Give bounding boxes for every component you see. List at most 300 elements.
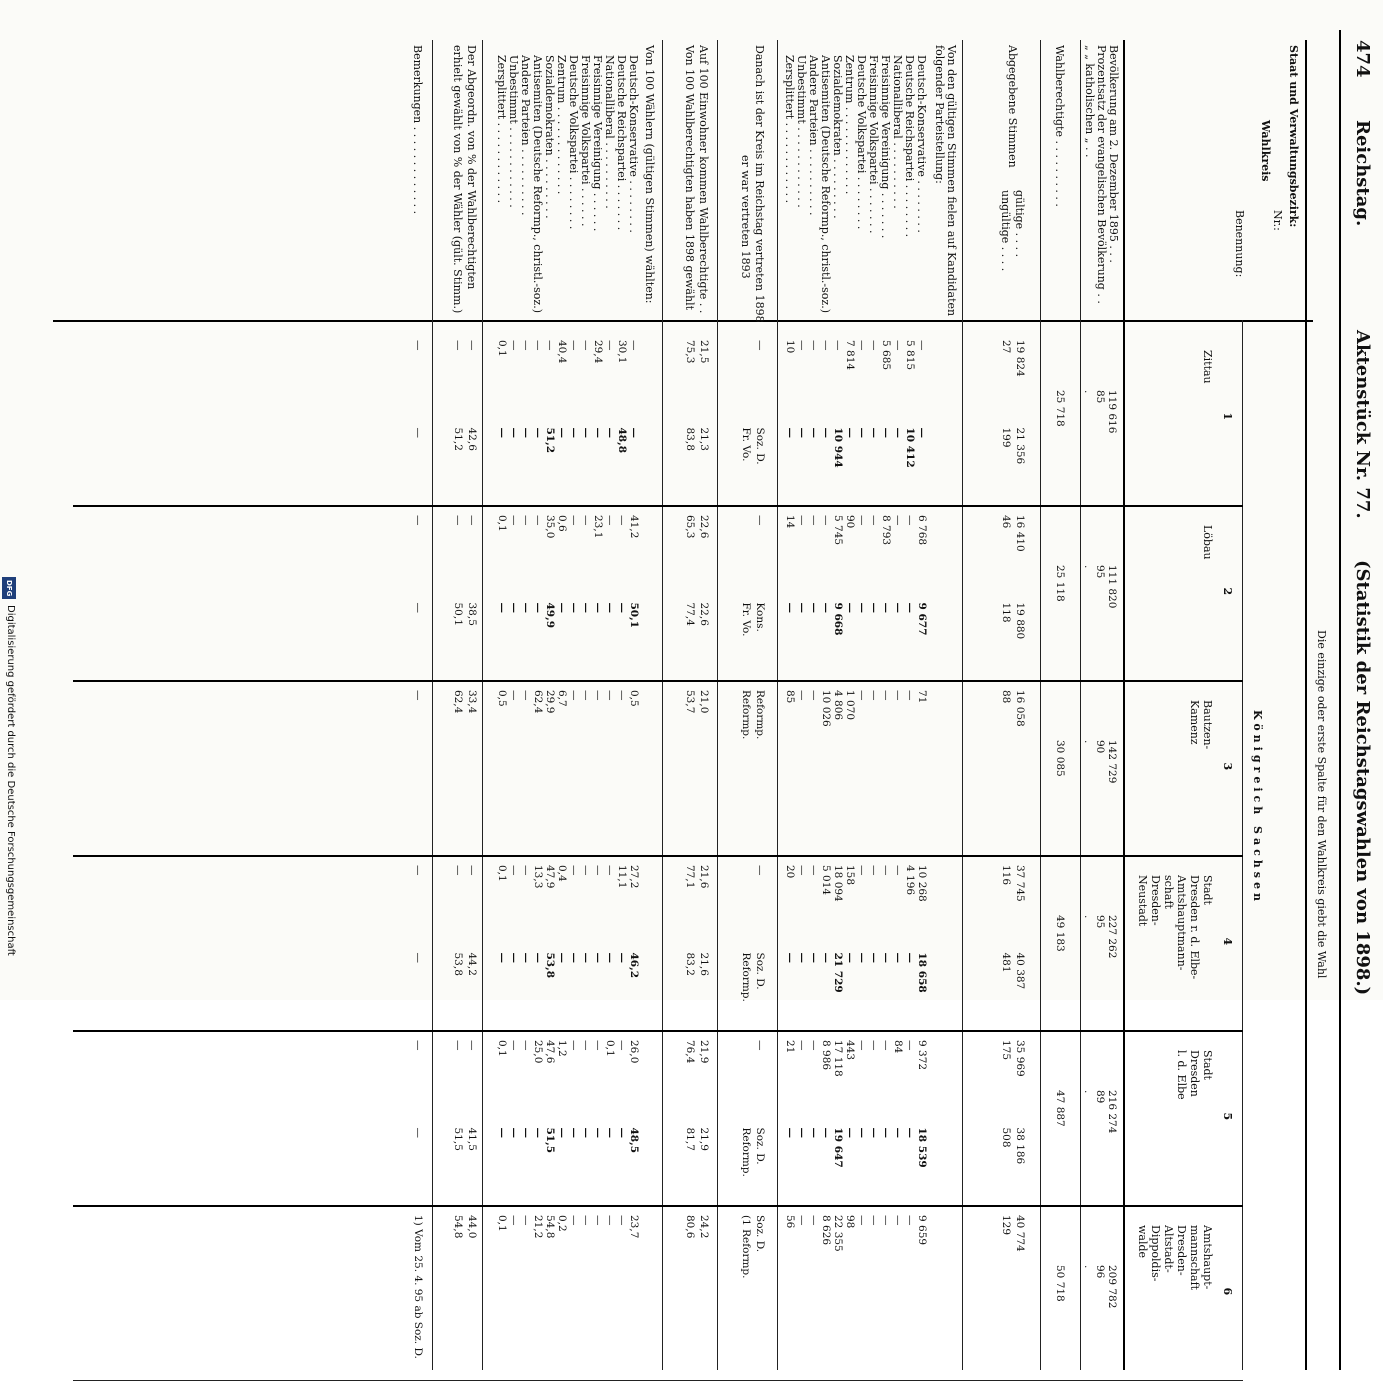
pct-value-b: 46,2: [628, 952, 640, 979]
pct-value-b: —: [568, 1127, 580, 1138]
party-value-b: —: [904, 952, 916, 963]
pct-value-a: 47,9: [544, 865, 556, 889]
party-value-b: —: [904, 602, 916, 613]
district-nr: 4: [1221, 937, 1234, 946]
pct-value-a: 23,7: [628, 1215, 640, 1239]
pct-value-a: 0,1: [496, 865, 508, 882]
party-value-b: 18 539: [916, 1127, 928, 1168]
pct-value-a: —: [580, 515, 592, 526]
wahlkreis-label: Wahlkreis: [1259, 120, 1272, 182]
elected-label: erhielt gewählt von % der Wähler (gült. Stimm.): [451, 45, 464, 314]
valid-value: 21 356: [1014, 427, 1026, 465]
elected-value-2: —: [452, 1040, 464, 1051]
pop-value: .: [1082, 740, 1094, 744]
represented-value: Soz. D.: [754, 952, 766, 990]
voted-value: 77,4: [684, 602, 696, 626]
kingdom-rule: [1242, 320, 1243, 1370]
district-name: mannschaft: [1188, 1225, 1201, 1291]
pct-value-b: —: [628, 427, 640, 438]
party-value-a: 8 793: [880, 515, 892, 546]
pct-value-a: 1,2: [556, 1040, 568, 1057]
pct-value-a: —: [508, 1040, 520, 1051]
per100-value: 21,9: [698, 1127, 710, 1151]
pct-value-a: —: [508, 515, 520, 526]
pct-value-a: —: [604, 340, 616, 351]
pct-value-b: —: [604, 602, 616, 613]
pct-value-b: —: [616, 952, 628, 963]
eligible-rule: [1040, 40, 1041, 1370]
pop-label: Prozentsatz der evangelischen Bevölkerung . .: [1095, 45, 1108, 304]
pct-value-a: 0,5: [496, 690, 508, 707]
pct-value-b: —: [568, 952, 580, 963]
party-value-b: —: [844, 1127, 856, 1138]
pct-value-b: 51,5: [544, 1127, 556, 1154]
header-left-title: Reichstag.: [1352, 120, 1373, 227]
pct-value-b: 48,5: [628, 1127, 640, 1154]
district-nr: 1: [1221, 412, 1234, 421]
pop-value: 216 274: [1106, 1090, 1118, 1134]
voted-value: 76,4: [684, 1040, 696, 1064]
party-value-b: —: [856, 952, 868, 963]
party-value-b: —: [820, 952, 832, 963]
pct-value-a: 29,9: [544, 690, 556, 714]
pct-value-a: —: [520, 1215, 532, 1226]
represented-value: —: [754, 340, 766, 351]
party-value-a: 4 196: [904, 865, 916, 896]
party-label: Zentrum . . . . . . . . . . . . .: [843, 55, 856, 195]
party-value-a: —: [916, 340, 928, 351]
pop-value: 90: [1094, 740, 1106, 754]
party-label: Nationalliberal . . . . . . . . . .: [891, 55, 904, 209]
pct-label: Deutsche Reichspartei . . . . . . .: [615, 55, 628, 231]
pct-value-b: —: [496, 1127, 508, 1138]
valid-value: 37 745: [1014, 865, 1026, 902]
pct-value-b: 50,1: [628, 602, 640, 629]
valid-label: gültige . . . .: [1013, 190, 1026, 258]
pct-value-b: —: [520, 1127, 532, 1138]
pop-label: „ „ katholischen „ . .: [1083, 45, 1096, 158]
voted-value: 80,6: [684, 1215, 696, 1239]
elected-value: —: [466, 340, 478, 351]
pct-value-b: 48,8: [616, 427, 628, 454]
party-value-b: —: [808, 427, 820, 438]
represented-prev: Fr. Vo.: [740, 427, 752, 462]
party-value-b: 10 944: [832, 427, 844, 468]
party-value-a: 56: [784, 1215, 796, 1229]
remarks-value: —: [412, 427, 424, 438]
pop-value: .: [1082, 1090, 1094, 1094]
voted-value: 83,8: [684, 427, 696, 451]
party-value-b: 9 668: [832, 602, 844, 636]
party-value-b: —: [784, 952, 796, 963]
party-value-b: —: [796, 427, 808, 438]
voted-value: 53,7: [684, 690, 696, 714]
represented-value: Reformp.: [754, 690, 766, 740]
pct-value-b: —: [580, 1127, 592, 1138]
represented-value: Kons.: [754, 602, 766, 632]
party-value-a: 8 626: [820, 1215, 832, 1246]
pct-value-b: —: [568, 427, 580, 438]
pop-value: 85: [1094, 390, 1106, 404]
party-value-a: 10: [784, 340, 796, 354]
party-value-a: —: [904, 690, 916, 701]
party-value-a: —: [856, 1215, 868, 1226]
pct-value-a: —: [580, 865, 592, 876]
party-value-a: —: [892, 515, 904, 526]
party-value-a: —: [868, 515, 880, 526]
pct-value-a: 0,1: [496, 340, 508, 357]
pct-value-a: —: [508, 865, 520, 876]
represented-label: er war vertreten 1893: [739, 155, 752, 279]
benennung-label: Benennung:: [1233, 210, 1246, 278]
valid-value: 16 058: [1014, 690, 1026, 727]
pct-value-a: 0,1: [604, 1040, 616, 1057]
invalid-label: ungültige . . . .: [999, 190, 1012, 272]
pct-value-b: —: [520, 427, 532, 438]
party-value-a: 10 026: [820, 690, 832, 727]
pct-value-b: —: [508, 952, 520, 963]
pct-value-a: 0,4: [556, 865, 568, 882]
party-value-b: —: [820, 1127, 832, 1138]
pct-value-a: 47,6: [544, 1040, 556, 1064]
valid-value: 38 186: [1014, 1127, 1026, 1165]
party-label: Deutsch-Konservative . . . . . . . .: [915, 55, 928, 233]
remarks-value: —: [412, 865, 424, 876]
pct-value-a: —: [520, 1040, 532, 1051]
header-bottom-rule: [1123, 40, 1125, 1370]
party-value-a: —: [892, 1215, 904, 1226]
represented-value: —: [754, 865, 766, 876]
pct-value-b: —: [556, 427, 568, 438]
votes-label: Abgegebene Stimmen: [1006, 45, 1019, 168]
party-value-b: —: [808, 602, 820, 613]
pct-value-a: —: [508, 340, 520, 351]
represented-prev: Reformp.: [740, 690, 752, 740]
pct-value-b: —: [496, 427, 508, 438]
pct-value-a: —: [568, 1040, 580, 1051]
party-value-a: 7 814: [844, 340, 856, 371]
pct-label: Freisinnige Vereinigung . . . . . .: [591, 55, 604, 232]
party-value-a: 14: [784, 515, 796, 529]
per100-value: 21,9: [698, 1040, 710, 1064]
nr-label: Nr.:: [1271, 210, 1284, 231]
invalid-value: 175: [1000, 1040, 1012, 1061]
per100-value: 24,2: [698, 1215, 710, 1239]
district-nr: 6: [1221, 1287, 1234, 1296]
pct-value-b: —: [496, 602, 508, 613]
district-divider: [73, 855, 1243, 857]
remarks-value: —: [412, 1040, 424, 1051]
valid-value: 40 387: [1014, 952, 1026, 990]
per100-value: 21,5: [698, 340, 710, 364]
pct-value-a: 21,2: [532, 1215, 544, 1239]
valid-value: 19 880: [1014, 602, 1026, 640]
parties-rule: [777, 40, 778, 1370]
represented-prev: Reformp.: [740, 952, 752, 1002]
pct-value-a: —: [604, 515, 616, 526]
represented-value: —: [754, 1040, 766, 1051]
party-value-a: 6 768: [916, 515, 928, 546]
eligible-value: 25 118: [1054, 565, 1066, 602]
represented-value: Soz. D.: [754, 1215, 766, 1253]
pop-value: 119 616: [1106, 390, 1118, 434]
party-value-a: 22 355: [832, 1215, 844, 1252]
party-value-a: —: [808, 865, 820, 876]
party-value-b: —: [784, 1127, 796, 1138]
pct-value-a: 11,1: [616, 865, 628, 889]
pct-value-b: —: [556, 952, 568, 963]
district-name: Dippoldis-: [1149, 1225, 1162, 1282]
party-label: Unbestimmt . . . . . . . . . . . .: [795, 55, 808, 208]
elected-value-2: 51,5: [452, 1127, 464, 1151]
party-value-b: —: [880, 427, 892, 438]
voted-value: 83,2: [684, 952, 696, 976]
pop-value: .: [1082, 565, 1094, 569]
party-value-b: —: [808, 1127, 820, 1138]
party-value-a: —: [856, 515, 868, 526]
party-value-b: —: [880, 1127, 892, 1138]
pct-value-a: —: [520, 865, 532, 876]
party-value-a: —: [892, 865, 904, 876]
district-name: schaft: [1162, 875, 1175, 909]
kingdom-heading: Königreich Sachsen: [1251, 710, 1264, 905]
pct-value-b: —: [532, 952, 544, 963]
party-value-b: —: [784, 427, 796, 438]
district-name: Stadt: [1201, 875, 1214, 905]
dfg-logo: DFG: [2, 577, 16, 599]
pct-value-a: —: [568, 340, 580, 351]
rep-rule: [717, 40, 718, 1370]
pct-value-a: —: [592, 690, 604, 701]
party-value-a: —: [856, 690, 868, 701]
valid-value: 40 774: [1014, 1215, 1026, 1252]
pct-value-a: 0,2: [556, 1215, 568, 1232]
pop-value: 95: [1094, 565, 1106, 579]
elected-value-2: —: [452, 515, 464, 526]
party-label: Freisinnige Volkspartei . . . . . . .: [867, 55, 880, 234]
elected-value-2: 53,8: [452, 952, 464, 976]
remarks-value: —: [412, 1127, 424, 1138]
valid-value: 16 410: [1014, 515, 1026, 552]
pcts-rule: [482, 40, 483, 1370]
pct-value-a: 6,7: [556, 690, 568, 707]
pop-value: 111 820: [1106, 565, 1118, 609]
voted-value: 75,3: [684, 340, 696, 364]
party-value-a: —: [796, 515, 808, 526]
party-intro: folgender Parteistellung:: [933, 45, 946, 184]
pct-value-b: —: [532, 1127, 544, 1138]
pct-value-b: —: [592, 427, 604, 438]
pct-value-b: —: [508, 1127, 520, 1138]
pct-value-a: 0,6: [556, 515, 568, 532]
district-name: Dresden-: [1149, 875, 1162, 926]
party-value-a: —: [808, 1215, 820, 1226]
party-value-a: 4 806: [832, 690, 844, 721]
party-value-a: —: [880, 865, 892, 876]
per100-value: 22,6: [698, 602, 710, 626]
pct-value-b: —: [556, 602, 568, 613]
pct-value-b: —: [532, 427, 544, 438]
party-value-a: 85: [784, 690, 796, 704]
elected-value: 33,4: [466, 690, 478, 714]
voted-value: 77,1: [684, 865, 696, 889]
party-value-a: 9 372: [916, 1040, 928, 1071]
party-value-a: 9 659: [916, 1215, 928, 1246]
pct-value-a: —: [520, 340, 532, 351]
pop-label: Bevölkerung am 2. Dezember 1895 . . .: [1107, 45, 1120, 263]
pop-value: 96: [1094, 1265, 1106, 1279]
elected-label: Der Abgeordn. von % der Wahlberechtigten: [465, 45, 478, 290]
party-value-a: 443: [844, 1040, 856, 1061]
pct-value-b: —: [580, 427, 592, 438]
party-value-a: —: [796, 1040, 808, 1051]
elected-value-2: —: [452, 340, 464, 351]
party-label: Zersplittert . . . . . . . . . . . .: [783, 55, 796, 204]
pop-value: .: [1082, 915, 1094, 919]
per100-value: 21,3: [698, 427, 710, 451]
elected-value-2: 51,2: [452, 427, 464, 451]
pct-value-b: —: [604, 952, 616, 963]
party-value-a: —: [868, 865, 880, 876]
elected-value: 42,6: [466, 427, 478, 451]
pct-value-b: 51,2: [544, 427, 556, 454]
party-value-a: —: [904, 1040, 916, 1051]
district-name: Löbau: [1201, 525, 1214, 560]
elected-value: 44,2: [466, 952, 478, 976]
party-label: Andere Parteien . . . . . . . . . .: [807, 55, 820, 216]
district-name: walde: [1136, 1225, 1149, 1259]
party-value-a: —: [808, 340, 820, 351]
party-value-a: —: [856, 865, 868, 876]
eligible-value: 47 887: [1054, 1090, 1066, 1127]
party-value-b: —: [916, 427, 928, 438]
invalid-value: 46: [1000, 515, 1012, 529]
party-value-a: 17 118: [832, 1040, 844, 1077]
district-name: Dresden: [1188, 1050, 1201, 1097]
header-center-title: Aktenstück Nr. 77.: [1352, 330, 1373, 519]
district-divider: [73, 1205, 1243, 1207]
party-value-a: —: [796, 865, 808, 876]
invalid-value: 88: [1000, 690, 1012, 704]
pop-value: .: [1082, 390, 1094, 394]
pct-value-a: 25,0: [532, 1040, 544, 1064]
pct-value-a: —: [580, 1040, 592, 1051]
party-value-a: —: [808, 690, 820, 701]
pct-value-a: —: [568, 1215, 580, 1226]
pct-value-b: —: [568, 602, 580, 613]
represented-prev: (1 Reformp.: [740, 1215, 752, 1279]
pct-value-a: —: [508, 1215, 520, 1226]
party-value-b: 10 412: [904, 427, 916, 468]
party-value-a: —: [880, 1215, 892, 1226]
party-value-b: —: [844, 427, 856, 438]
header-right-title: (Statistik der Reichstagswahlen von 1898.): [1352, 560, 1373, 996]
represented-prev: Reformp.: [740, 1127, 752, 1177]
represented-label: Danach ist der Kreis im Reichstag vertreten 1898: [753, 45, 766, 323]
pct-value-a: —: [568, 515, 580, 526]
voted-value: 81,7: [684, 1127, 696, 1151]
state-label: Staat und Verwaltungsbezirk:: [1287, 45, 1300, 228]
party-value-a: —: [808, 515, 820, 526]
pct-value-b: —: [556, 1127, 568, 1138]
eligible-value: 49 183: [1054, 915, 1066, 952]
pct-label: Deutsche Volkspartei . . . . . . . .: [567, 55, 580, 230]
pct-label: Zersplittert . . . . . . . . . . . .: [495, 55, 508, 204]
pct-value-a: 29,4: [592, 340, 604, 364]
pct-value-a: 54,8: [544, 1215, 556, 1239]
pct-value-b: —: [616, 1127, 628, 1138]
elected-rule: [432, 40, 433, 1370]
pct-value-a: 62,4: [532, 690, 544, 714]
pct-intro: Von 100 Wählern (gültigen Stimmen) wählten:: [643, 45, 656, 304]
eligible-label: Wahlberechtigte . . . . . . . . . .: [1053, 45, 1066, 207]
pct-value-a: 0,1: [496, 1215, 508, 1232]
represented-prev: Fr. Vo.: [740, 602, 752, 637]
pct-value-a: 13,3: [532, 865, 544, 889]
remarks-value: 1) Vom 25. 4. 95 ab Soz. D.: [412, 1215, 424, 1359]
pct-value-b: —: [592, 1127, 604, 1138]
party-value-a: —: [904, 515, 916, 526]
pop-value: .: [1082, 1265, 1094, 1269]
pct-value-b: —: [520, 602, 532, 613]
party-value-b: —: [868, 952, 880, 963]
party-value-a: 84: [892, 1040, 904, 1054]
header-rule: [1339, 30, 1341, 1370]
pct-value-b: —: [508, 427, 520, 438]
eligible-value: 30 085: [1054, 740, 1066, 777]
pct-value-a: —: [616, 1040, 628, 1051]
elected-value-2: 62,4: [452, 690, 464, 714]
pct-value-b: —: [616, 602, 628, 613]
digitization-text: Digitalisierung gefördert durch die Deutsche Forschungsgemeinschaft: [5, 605, 16, 956]
party-value-b: —: [784, 602, 796, 613]
invalid-value: 508: [1000, 1127, 1012, 1148]
pct-value-a: —: [580, 1215, 592, 1226]
district-nr: 3: [1221, 762, 1234, 771]
header-subtitle: Die einzige oder erste Spalte für den Wahlkreis giebt die Wahl: [1315, 630, 1328, 979]
pct-value-b: 49,9: [544, 602, 556, 629]
pct-label: Antisemiten (Deutsche Reformp., christl.-soz.): [531, 55, 544, 313]
invalid-value: 199: [1000, 427, 1012, 448]
party-label: Sozialdemokraten . . . . . . . . .: [831, 55, 844, 219]
per100-value: 22,6: [698, 515, 710, 539]
represented-value: Soz. D.: [754, 427, 766, 465]
party-label: Deutsche Reichspartei . . . . . . . .: [903, 55, 916, 238]
eligible-value: 50 718: [1054, 1265, 1066, 1302]
voted-value: 65,3: [684, 515, 696, 539]
party-value-a: —: [808, 1040, 820, 1051]
pct-value-b: —: [580, 952, 592, 963]
valid-value: 19 824: [1014, 340, 1026, 377]
pct-value-a: —: [616, 1215, 628, 1226]
district-name: Bautzen-: [1201, 700, 1214, 750]
pct-value-b: —: [592, 952, 604, 963]
district-name: l. d. Elbe: [1175, 1050, 1188, 1100]
per100-value: 21,0: [698, 690, 710, 714]
pct-value-b: —: [508, 602, 520, 613]
pct-value-a: —: [604, 865, 616, 876]
elected-value: —: [466, 1040, 478, 1051]
remarks-value: —: [412, 952, 424, 963]
pct-value-a: —: [532, 515, 544, 526]
pct-value-a: 26,0: [628, 1040, 640, 1064]
party-value-a: —: [832, 340, 844, 351]
party-value-a: —: [820, 340, 832, 351]
remarks-value: —: [412, 690, 424, 701]
elected-value: 41,5: [466, 1127, 478, 1151]
remarks-value: —: [412, 602, 424, 613]
party-value-a: 98: [844, 1215, 856, 1229]
